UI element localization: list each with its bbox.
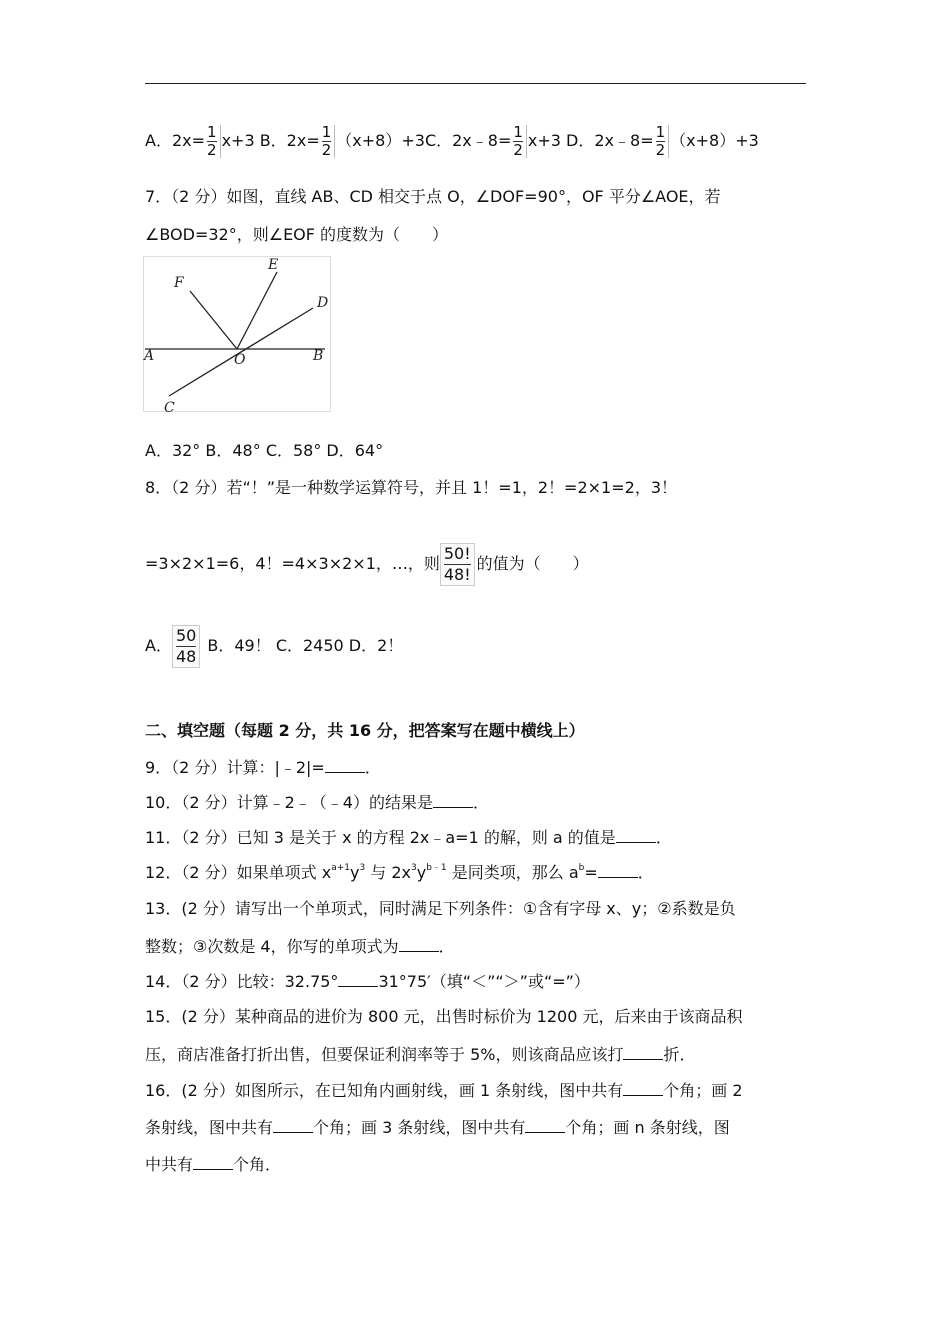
label-o: O	[234, 352, 246, 368]
answer-blank[interactable]	[525, 1116, 565, 1133]
answer-blank[interactable]	[623, 1079, 663, 1096]
answer-blank[interactable]	[338, 970, 378, 987]
q14	[145, 970, 590, 993]
q10	[145, 791, 489, 814]
q10-tail: ．	[473, 793, 490, 812]
q7-options: A．32° B．48° C．58° D．64°	[145, 441, 384, 460]
label-f: F	[174, 275, 184, 291]
answer-blank[interactable]	[273, 1116, 313, 1133]
q14-text: 14．（2 分）比较：32.75°	[145, 972, 339, 991]
q6-option-d-text: x+3 D．2x﹣8=	[527, 131, 654, 150]
q8-line2	[145, 541, 589, 587]
q10-text: 10．（2 分）计算﹣2﹣（﹣4）的结果是	[145, 793, 433, 812]
answer-blank[interactable]	[325, 756, 365, 773]
fraction: $\frac{1}{2}$	[206, 125, 221, 158]
fraction: $\frac{1}{2}$	[512, 125, 527, 158]
label-a: A	[144, 348, 155, 364]
answer-blank[interactable]	[193, 1153, 233, 1170]
figure-border	[144, 257, 331, 412]
q8-option-a-label: A．	[145, 636, 172, 655]
fraction: $\frac{1}{2}$	[655, 125, 670, 158]
q16-line1	[145, 1079, 743, 1102]
q6-options	[145, 125, 759, 158]
q11-tail: ．	[655, 828, 672, 847]
answer-blank[interactable]	[598, 861, 638, 878]
q15-line2	[145, 1043, 696, 1066]
q13-tail: ．	[438, 937, 455, 956]
label-b: B	[313, 348, 324, 364]
q6-option-b-text: x+3 B．2x=	[221, 131, 320, 150]
q12: 12．（2 分）如果单项式 $x^{a+1}y^3$ 与 $2x^3y^{b﹣1}$ 是同类项，那么 $a^b=$ ．	[145, 863, 654, 882]
label-e: E	[268, 257, 279, 273]
q9-text: 9．（2 分）计算：|﹣2|=	[145, 758, 325, 777]
q15-line1: 15．(2 分）某种商品的进价为 800 元，出售时标价为 1200 元，后来由于该商品积	[145, 1007, 743, 1026]
header-rule	[145, 83, 806, 84]
q11	[145, 826, 672, 849]
q16-tail: 个角；画 2	[663, 1081, 743, 1100]
q11-text: 11．（2 分）已知 3 是关于 x 的方程 2x﹣a=1 的解，则 a 的值是	[145, 828, 616, 847]
q16-text: 16．(2 分）如图所示，在已知角内画射线，画 1 条射线，图中共有	[145, 1081, 624, 1100]
answer-blank[interactable]	[433, 791, 473, 808]
q6-option-a-text: A．2x=	[145, 131, 206, 150]
q14-tail: 31°75′（填“＜”“＞”或“=”）	[378, 972, 590, 991]
q9-tail: ．	[364, 758, 381, 777]
q6-option-d-tail: （x+8）+3	[670, 131, 759, 150]
q8-line1: 8．（2 分）若“！”是一种数学运算符号，并且 1！=1，2！=2×1=2，3！	[145, 478, 677, 497]
q8-line2-tail: 的值为（ ）	[476, 554, 589, 573]
q13-text: 整数；③次数是 4，你写的单项式为	[145, 937, 399, 956]
ray-oe	[237, 272, 277, 349]
fraction: $\frac{50!}{48!}$	[440, 543, 475, 586]
q8-options	[145, 623, 403, 669]
answer-blank[interactable]	[623, 1043, 663, 1060]
fraction: $\frac{50}{48}$	[172, 625, 200, 668]
q16-line3: 中共有 个角．	[145, 1155, 282, 1174]
q8-options-rest: B．49！ C．2450 D．2！	[202, 636, 404, 655]
q15-tail: 折．	[663, 1045, 696, 1064]
q6-option-c-text: （x+8）+3C．2x﹣8=	[336, 131, 512, 150]
label-c: C	[164, 400, 175, 412]
q13-line2	[145, 935, 455, 958]
q16-line2: 条射线，图中共有 个角；画 3 条射线，图中共有 个角；画 n 条射线，图	[145, 1118, 730, 1137]
ray-of	[190, 291, 237, 349]
label-d: D	[317, 295, 329, 311]
q7-line1: 7．（2 分）如图，直线 AB、CD 相交于点 O，∠DOF=90°，OF 平分∠AOE，若	[145, 187, 721, 206]
fraction: $\frac{1}{2}$	[321, 125, 336, 158]
q9	[145, 756, 381, 779]
section-heading: 二、填空题（每题 2 分，共 16 分，把答案写在题中横线上）	[145, 721, 585, 740]
answer-blank[interactable]	[616, 826, 656, 843]
answer-blank[interactable]	[399, 935, 439, 952]
q15-text: 压，商店准备打折出售，但要保证利润率等于 5%，则该商品应该打	[145, 1045, 624, 1064]
q8-line2-text: =3×2×1=6，4！=4×3×2×1，…，则	[145, 554, 440, 573]
q7-line2: ∠BOD=32°，则∠EOF 的度数为（ ）	[145, 225, 449, 244]
q13-line1: 13．(2 分）请写出一个单项式，同时满足下列条件：①含有字母 x、y；②系数是负	[145, 899, 736, 918]
q7-figure	[143, 256, 331, 412]
